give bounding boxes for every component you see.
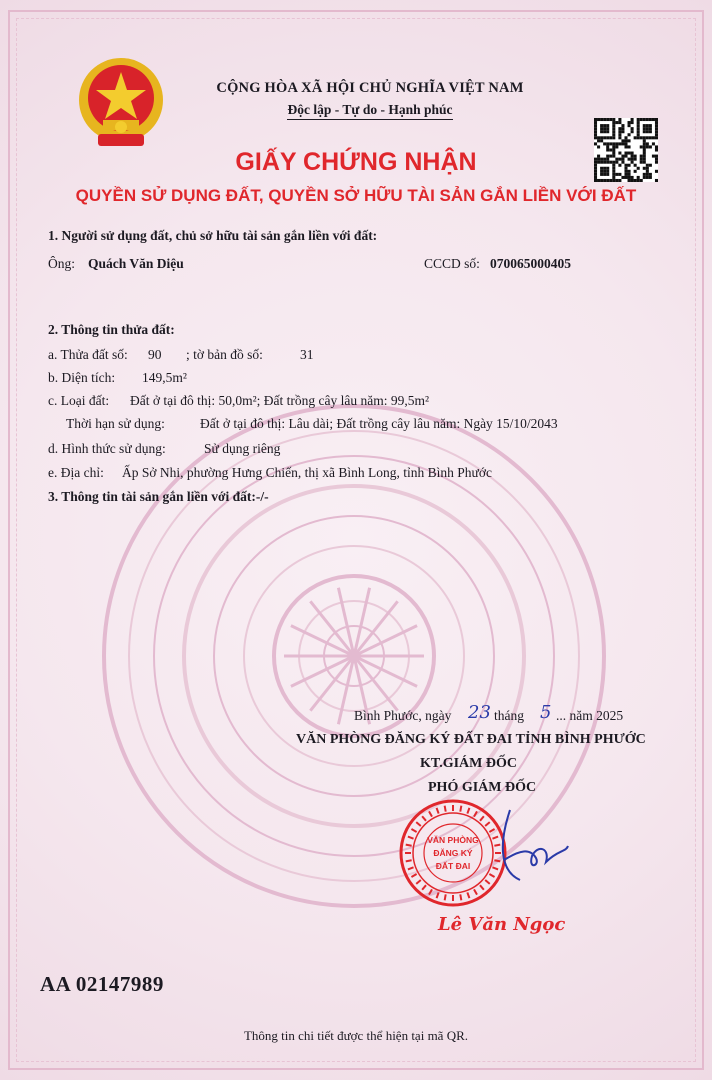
section2-heading: 2. Thông tin thửa đất:: [48, 322, 175, 337]
handwritten-month: 5: [540, 702, 552, 723]
serial-number: AA 02147989: [40, 972, 164, 996]
owner-label: Ông:: [48, 256, 75, 271]
term-label: Thời hạn sử dụng:: [66, 416, 165, 431]
id-number: 070065000405: [490, 256, 571, 271]
national-emblem-icon: [76, 54, 166, 154]
usage-form-value: Sử dụng riêng: [204, 441, 281, 456]
usage-form-label: d. Hình thức sử dụng:: [48, 441, 166, 456]
address-label: e. Địa chỉ:: [48, 465, 104, 480]
kt-director: KT.GIÁM ĐỐC: [420, 756, 517, 771]
area-label: b. Diện tích:: [48, 370, 116, 385]
handwritten-day: 23: [468, 702, 491, 723]
qr-footer-note: Thông tin chi tiết được thể hiện tại mã QR.: [243, 1028, 469, 1043]
seal-line-3: ĐẤT ĐAI: [435, 861, 471, 871]
seal-line-2: ĐĂNG KÝ: [433, 848, 473, 858]
land-type-label: c. Loại đất:: [48, 393, 110, 408]
parcel-number: 90: [148, 347, 162, 362]
signer-name: Lê Văn Ngọc: [438, 914, 566, 935]
area-value: 149,5m²: [142, 370, 187, 385]
address-value: Ấp Sở Nhi, phường Hưng Chiến, thị xã Bình Long, tỉnh Bình Phước: [122, 465, 492, 480]
section1-heading: 1. Người sử dụng đất, chủ sở hữu tài sản gắn liền với đất:: [48, 228, 378, 243]
owner-name: Quách Văn Diệu: [88, 256, 184, 271]
date-prefix: Bình Phước, ngày: [354, 708, 452, 723]
map-sheet-number: 31: [300, 347, 314, 362]
document-title: GIẤY CHỨNG NHẬN: [235, 148, 477, 176]
document-subtitle: QUYỀN SỬ DỤNG ĐẤT, QUYỀN SỞ HỮU TÀI SẢN GẮN LIỀN VỚI ĐẤT: [75, 186, 637, 205]
term-value: Đất ở tại đô thị: Lâu dài; Đất trồng cây lâu năm: Ngày 15/10/2043: [200, 416, 558, 431]
issuing-office: VĂN PHÒNG ĐĂNG KÝ ĐẤT ĐAI TỈNH BÌNH PHƯỚC: [296, 732, 646, 747]
republic-name: CỘNG HÒA XÃ HỘI CHỦ NGHĨA VIỆT NAM: [216, 80, 524, 96]
deputy-director-title: PHÓ GIÁM ĐỐC: [428, 780, 537, 795]
section3-heading: 3. Thông tin tài sản gắn liền với đất:-/-: [48, 489, 269, 504]
month-label: tháng: [494, 708, 524, 723]
parcel-label: a. Thửa đất số:: [48, 347, 128, 362]
national-motto: Độc lập - Tự do - Hạnh phúc: [200, 102, 540, 118]
handwritten-signature: [480, 800, 570, 890]
map-sheet-label: ; tờ bản đồ số:: [186, 347, 263, 362]
land-type-value: Đất ở tại đô thị: 50,0m²; Đất trồng cây lâu năm: 99,5m²: [130, 393, 430, 408]
seal-line-1: VĂN PHÒNG: [427, 835, 479, 845]
id-label: CCCD số:: [424, 256, 480, 271]
year-label: ... năm 2025: [556, 708, 624, 723]
